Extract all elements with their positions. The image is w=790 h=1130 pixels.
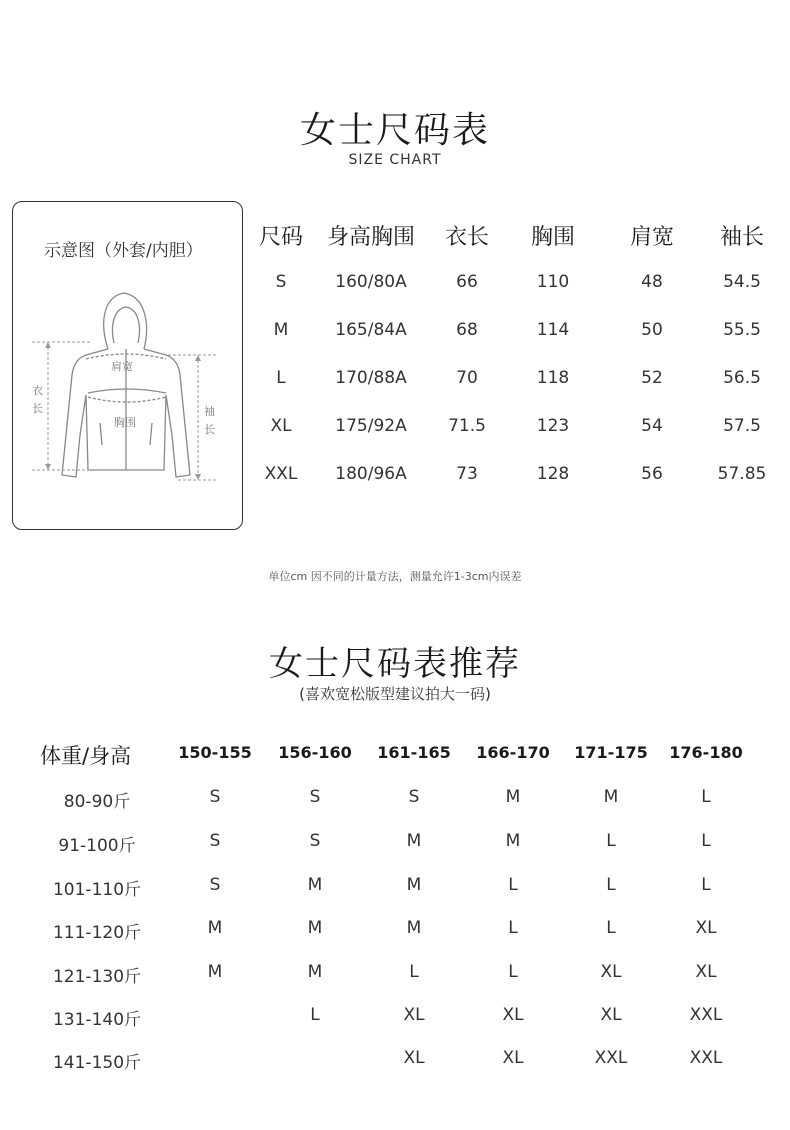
height-header: 156-160	[278, 743, 352, 762]
size-cell: 175/92A	[335, 416, 407, 436]
height-header: 161-165	[377, 743, 451, 762]
recommend-size-cell: L	[508, 962, 518, 982]
jacket-diagram-icon	[28, 285, 228, 490]
recommend-size-cell: XL	[695, 918, 717, 938]
size-cell: 54	[641, 416, 663, 436]
recommend-subtitle: (喜欢宽松版型建议拍大一码)	[299, 685, 491, 703]
height-header: 176-180	[669, 743, 743, 762]
weight-label: 80-90斤	[63, 792, 131, 812]
height-header: 150-155	[178, 743, 252, 762]
recommend-size-cell: XL	[502, 1005, 524, 1025]
recommend-size-cell: XL	[600, 1005, 622, 1025]
recommend-size-cell: L	[701, 831, 711, 851]
recommend-size-cell: M	[406, 918, 422, 938]
recommend-size-cell: L	[701, 875, 711, 895]
size-cell: 57.85	[717, 464, 767, 484]
recommend-size-cell: M	[505, 831, 521, 851]
recommend-size-cell: XL	[403, 1005, 425, 1025]
weight-label: 121-130斤	[52, 967, 142, 987]
recommend-size-cell: L	[701, 787, 711, 807]
length-label: 衣长	[32, 384, 43, 415]
recommend-size-cell: L	[606, 831, 616, 851]
header-sleeve: 袖长	[719, 225, 764, 250]
size-cell: 68	[456, 320, 478, 340]
recommend-size-cell: L	[508, 918, 518, 938]
recommend-size-cell: S	[309, 831, 321, 851]
size-cell: XL	[270, 416, 292, 436]
size-cell: 180/96A	[335, 464, 407, 484]
size-cell: 50	[641, 320, 663, 340]
weight-label: 111-120斤	[52, 923, 142, 943]
size-cell: 55.5	[723, 320, 761, 340]
recommend-size-cell: M	[307, 875, 323, 895]
size-cell: 123	[536, 416, 570, 436]
size-cell: 73	[456, 464, 478, 484]
recommend-size-cell: M	[307, 918, 323, 938]
recommend-size-cell: L	[310, 1005, 320, 1025]
header-shoulder: 肩宽	[629, 225, 674, 250]
shoulder-label: 肩宽	[111, 360, 133, 373]
recommend-size-cell: M	[406, 831, 422, 851]
sleeve-label: 袖长	[204, 405, 215, 436]
size-cell: 71.5	[448, 416, 486, 436]
recommend-size-cell: S	[408, 787, 420, 807]
recommend-size-cell: XXL	[689, 1048, 723, 1068]
recommend-size-cell: M	[307, 962, 323, 982]
size-chart-subtitle: SIZE CHART	[348, 152, 442, 168]
size-cell: 110	[536, 272, 570, 292]
recommend-size-cell: M	[603, 787, 619, 807]
size-cell: 170/88A	[335, 368, 407, 388]
recommend-size-cell: M	[207, 918, 223, 938]
header-chest: 胸围	[530, 225, 575, 250]
recommend-size-cell: M	[406, 875, 422, 895]
size-cell: 57.5	[723, 416, 761, 436]
recommend-size-cell: S	[209, 787, 221, 807]
header-size: 尺码	[258, 225, 303, 250]
size-cell: 56	[641, 464, 663, 484]
size-cell: 70	[456, 368, 478, 388]
recommend-size-cell: S	[209, 831, 221, 851]
recommend-size-cell: M	[207, 962, 223, 982]
size-cell: 160/80A	[335, 272, 407, 292]
recommend-size-cell: L	[606, 875, 616, 895]
recommend-size-cell: XXL	[594, 1048, 628, 1068]
recommend-size-cell: XL	[502, 1048, 524, 1068]
weight-label: 131-140斤	[52, 1010, 142, 1030]
size-cell: 165/84A	[335, 320, 407, 340]
recommend-size-cell: XL	[600, 962, 622, 982]
diagram-caption: 示意图（外套/内胆）	[44, 241, 203, 261]
weight-label: 141-150斤	[52, 1053, 142, 1073]
measurement-note: 单位cm 因不同的计量方法，测量允许1-3cm内误差	[268, 570, 522, 583]
header-height-chest: 身高胸围	[326, 225, 415, 250]
recommend-size-cell: L	[409, 962, 419, 982]
recommend-size-cell: XXL	[689, 1005, 723, 1025]
weight-height-header: 体重/身高	[40, 744, 132, 768]
size-cell: 118	[536, 368, 570, 388]
header-length: 衣长	[444, 225, 489, 250]
size-cell: 128	[536, 464, 570, 484]
size-cell: 56.5	[723, 368, 761, 388]
recommend-size-cell: S	[309, 787, 321, 807]
size-cell: M	[273, 320, 289, 340]
size-cell: 54.5	[723, 272, 761, 292]
size-cell: 52	[641, 368, 663, 388]
weight-label: 91-100斤	[58, 836, 136, 856]
size-cell: XXL	[264, 464, 298, 484]
weight-label: 101-110斤	[52, 880, 142, 900]
chest-label: 胸围	[114, 416, 136, 429]
size-cell: 114	[536, 320, 570, 340]
size-chart-title: 女士尺码表	[299, 110, 490, 151]
recommend-size-cell: S	[209, 875, 221, 895]
size-cell: S	[275, 272, 287, 292]
recommend-size-cell: XL	[403, 1048, 425, 1068]
size-cell: L	[276, 368, 286, 388]
recommend-size-cell: L	[606, 918, 616, 938]
recommend-size-cell: XL	[695, 962, 717, 982]
size-cell: 66	[456, 272, 478, 292]
recommend-title: 女士尺码表推荐	[269, 644, 521, 684]
recommend-size-cell: M	[505, 787, 521, 807]
size-cell: 48	[641, 272, 663, 292]
height-header: 166-170	[476, 743, 550, 762]
recommend-size-cell: L	[508, 875, 518, 895]
height-header: 171-175	[574, 743, 648, 762]
